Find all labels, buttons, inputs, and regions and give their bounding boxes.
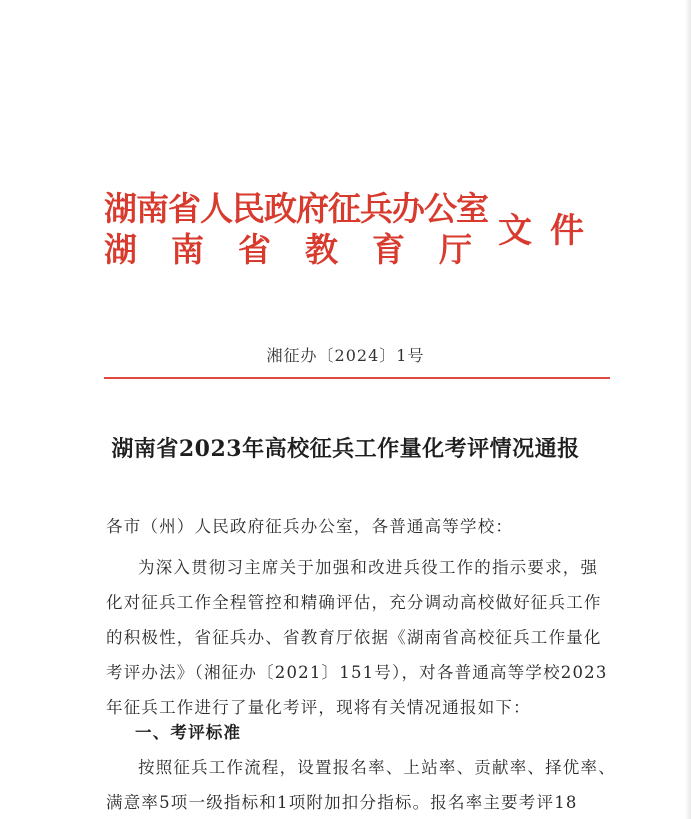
issuing-agency-line-2: 湖南省教育厅: [104, 230, 506, 269]
paragraph-line: 年征兵工作进行了量化考评，现将有关情况通报如下：: [106, 698, 531, 717]
red-divider-line: [104, 377, 610, 379]
paragraph-line: 按照征兵工作流程，设置报名率、上站率、贡献率、择优率、: [138, 758, 616, 777]
issuing-agency-line-1: 湖南省人民政府征兵办公室: [104, 189, 488, 228]
section-heading: 一、考评标准: [135, 723, 242, 742]
paragraph-line: 化对征兵工作全程管控和精确评估，充分调动高校做好征兵工作: [106, 593, 602, 612]
paragraph-line: 为深入贯彻习主席关于加强和改进兵役工作的指示要求，强: [138, 558, 599, 577]
paragraph-line: 考评办法》（湘征办〔2021〕151号），对各普通高等学校2023: [106, 663, 608, 682]
paragraph-line: 满意率5项一级指标和1项附加扣分指标。报名率主要考评18: [106, 793, 578, 812]
salutation: 各市（州）人民政府征兵办公室，各普通高等学校：: [106, 517, 514, 536]
document-type-label: 文件: [498, 211, 602, 251]
paragraph-line: 的积极性，省征兵办、省教育厅依据《湖南省高校征兵工作量化: [106, 628, 602, 647]
document-number: 湘征办〔2024〕1号: [266, 346, 425, 365]
document-title: 湖南省2023年高校征兵工作量化考评情况通报: [111, 436, 580, 462]
page-edge: [685, 0, 691, 819]
